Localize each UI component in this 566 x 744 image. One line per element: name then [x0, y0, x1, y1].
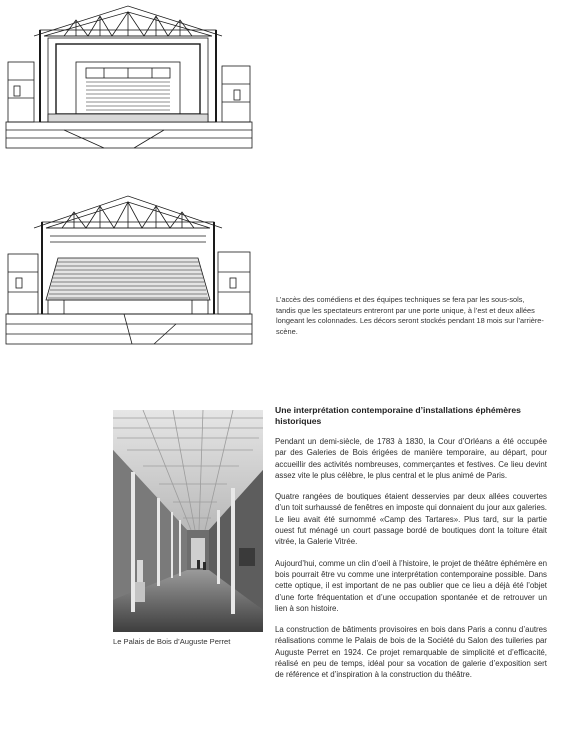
palais-de-bois-photo — [113, 410, 263, 632]
article — [275, 405, 547, 691]
photo-caption: Le Palais de Bois d’Auguste Perret — [113, 637, 231, 646]
article-paragraph: Pendant un demi-siècle, de 1783 à 1830, la Cour d’Orléans a été occupée par des Galeries de Bois érigées de manière temporaire, au départ, pour accueillir des activités nombreuses, commerçantes et festives. Ce lieu devint assez vite le plus célèbre, le plus central et le plus animé de Paris. — [275, 437, 547, 480]
article-paragraph: La construction de bâtiments provisoires en bois dans Paris a connu d’autres réalisations comme le Palais de bois de la Société du Salon des tuileries par Auguste Perret en 1924. Ce projet remarquable de simplicité et d’efficacité, réalisé en peu de temps, idéal pour sa vocation de galerie d’exposition sert de référence et d’inspiration à la construction du théâtre. — [275, 625, 547, 680]
drawing-caption: L’accès des comédiens et des équipes techniques se fera par les sous-sols, tandis que les spectateurs entreront par une porte unique, à l’est et deux allées longeant les colonnades. Les décors seront stockés pendant 18 mois sur l’arrière-scène. — [276, 295, 544, 336]
article-title: Une interprétation contemporaine d’installations éphémères historiques — [275, 405, 521, 426]
theatre-section-drawing-auditorium — [4, 192, 254, 348]
theatre-section-drawing-stage — [4, 2, 254, 150]
article-paragraph: Quatre rangées de boutiques étaient desservies par deux allées couvertes d’un toit surhaussé de fenêtres en imposte qui donnaient du jour aux galeries. Le lieu avait été surnommé «Camp des Tartares». Plus tard, sur la partie ouest fut ménagé un court passage bordé de boutiques dont la toiture était vitrée, la Galerie Vitrée. — [275, 492, 547, 547]
article-paragraph: Aujourd’hui, comme un clin d’oeil à l’histoire, le projet de théâtre éphémère en bois pourrait être vu comme une interprétation contemporaine possible. Dans cette optique, il est important de ne pas oublier que ce lieu a déjà été l’objet d’une forte fréquentation et d’une occupation spontanée et de retrouver un lien à son histoire. — [275, 558, 547, 613]
